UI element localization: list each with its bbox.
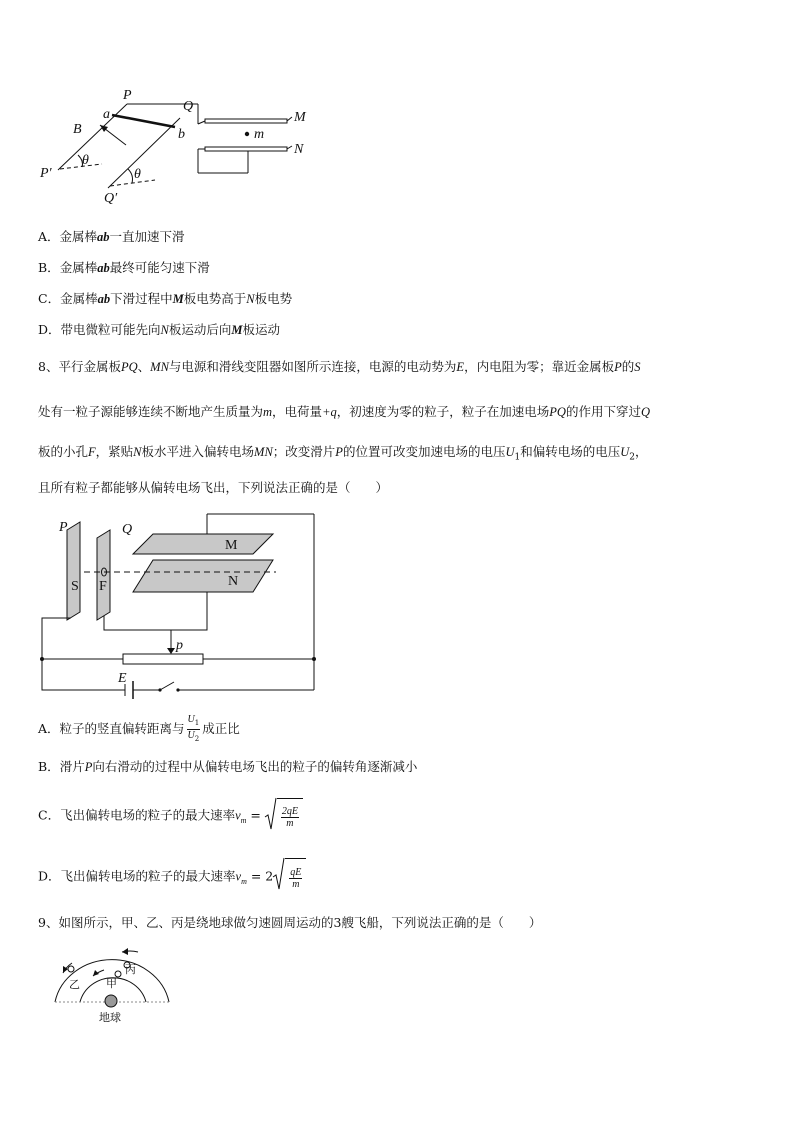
label-F: F: [99, 579, 107, 594]
q8-option-a: A．粒子的竖直偏转距离与 $\frac{U_1}{U_2}$ 成正比: [38, 714, 240, 743]
sqrt-2qE-over-m: $\frac{2qE}{m}$: [265, 798, 303, 834]
label-m: m: [254, 127, 265, 142]
label-Q: Q: [122, 522, 133, 537]
q7-option-b: B．金属棒ab最终可能匀速下滑: [38, 260, 210, 275]
label-S: S: [71, 579, 79, 594]
label-theta-2: θ: [134, 167, 141, 182]
q7-figure: [30, 85, 320, 210]
q8-stem-line3: 板的小孔F，紧贴N板水平进入偏转电场MN；改变滑片P的位置可改变加速电场的电压$U_1$和偏转电场的电压$U_2$，: [38, 444, 648, 463]
q8-stem-line2: 处有一粒子源能够连续不断地产生质量为m，电荷量+q，初速度为零的粒子，粒子在加速电场PQ的作用下穿过Q: [38, 404, 650, 419]
q8-option-c: C．飞出偏转电场的粒子的最大速率$v_m$ = $\frac{2qE}{m}$: [38, 798, 303, 832]
label-B: B: [73, 122, 82, 137]
label-M: M: [225, 538, 238, 553]
label-b: b: [178, 127, 185, 142]
q8-figure: [40, 512, 320, 694]
q7-option-a: A．金属棒ab一直加速下滑: [38, 229, 185, 244]
label-E: E: [118, 671, 127, 686]
label-P: P: [59, 520, 68, 535]
label-earth: 地球: [99, 1011, 121, 1024]
label-M: M: [294, 110, 306, 125]
label-p: p: [176, 638, 183, 653]
label-jia: 甲: [106, 977, 117, 990]
label-P-prime: P′: [40, 166, 52, 181]
label-P: P: [123, 88, 132, 103]
label-N: N: [228, 574, 239, 589]
fraction-U1-U2: $\frac{U_1}{U_2}$: [187, 714, 200, 743]
q9-figure: [50, 945, 175, 1025]
q7-option-c: C．金属棒ab下滑过程中M板电势高于N板电势: [38, 291, 293, 306]
q8-option-d: D．飞出偏转电场的粒子的最大速率$v_m = 2$ $\frac{qE}{m}$: [38, 858, 306, 894]
label-theta-1: θ: [82, 153, 89, 168]
label-a: a: [103, 107, 110, 122]
label-bing: 丙: [125, 963, 136, 976]
q9-stem: 9、如图所示，甲、乙、丙是绕地球做匀速圆周运动的3艘飞船，下列说法正确的是（ ）: [38, 915, 542, 930]
label-yi: 乙: [69, 978, 80, 991]
q8-stem-line1: 8、平行金属板PQ、MN与电源和滑线变阻器如图所示连接，电源的电动势为E，内电阻为零；靠近金属板P的S: [38, 359, 641, 374]
label-Q-prime: Q′: [104, 191, 118, 206]
q7-option-d: D．带电微粒可能先向N板运动后向M板运动: [38, 322, 281, 337]
q8-option-b: B．滑片P向右滑动的过程中从偏转电场飞出的粒子的偏转角逐渐减小: [38, 759, 418, 774]
label-N: N: [294, 142, 304, 157]
label-Q: Q: [183, 99, 194, 114]
q8-stem-line4: 且所有粒子都能够从偏转电场飞出，下列说法正确的是（ ）: [38, 480, 389, 495]
sqrt-qE-over-m: $\frac{qE}{m}$: [273, 858, 306, 896]
